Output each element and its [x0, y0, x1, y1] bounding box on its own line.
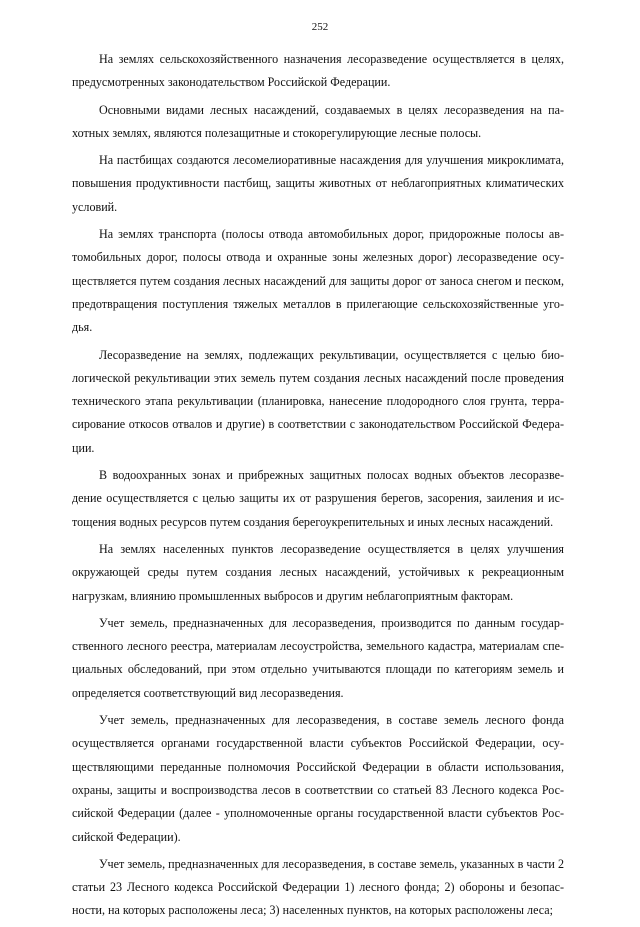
paragraph: Учет земель, предназначенных для лесоразведения, производится по данным государственного лесного реестра, материалам лесоустройства, земельного кадастра, материалам специальных обследований, при этом отдельно учитываются площади по категориям земель и определяется соответствующий вид лесоразведения. [72, 615, 564, 700]
paragraph: На пастбищах создаются лесомелиоративные насаждения для улучшения микроклимата, повышения продуктивности пастбищ, защиты животных от неблагоприятных климатических условий. [72, 153, 564, 214]
paragraph: Основными видами лесных насаждений, создаваемых в целях лесоразведения на пахотных землях, являются полезащитные и стокорегулирующие лесные полосы. [72, 102, 564, 140]
paragraph: Учет земель, предназначенных для лесоразведения, в составе земель, указанных в части 2 статьи 23 Лесного кодекса Российской Федерации 1) лесного фонда; 2) обороны и безопасности, на которых расположены леса; 3) населенных пунктов, на которых расположены леса; [72, 856, 564, 918]
paragraph: Учет земель, предназначенных для лесоразведения, в составе земель лесного фонда осуществляется органами государственной власти субъектов Российской Федерации, осуществляющими переданные полномочия Российской Федерации в области использования, охраны, защиты и воспроизводства лесов в соответствии со статьей 83 Лесного кодекса Российской Федерации (далее - уполномоченные органы государственной власти субъектов Российской Федерации). [72, 713, 564, 844]
paragraph: На землях населенных пунктов лесоразведение осуществляется в целях улучшения окружающей среды путем создания лесных насаждений, устойчивых к рекреационным нагрузкам, влиянию промышленных выбросов и другим неблагоприятным факторам. [72, 541, 564, 603]
paragraph: На землях сельскохозяйственного назначения лесоразведение осуществляется в целях, предусмотренных законодательством Российской Федерации. [72, 52, 564, 90]
paragraph: На землях транспорта (полосы отвода автомобильных дорог, придорожные полосы автомобильных дорог, полосы отвода и охранные зоны железных дорог) лесоразведение осуществляется путем создания лесных насаждений для защиты дорог от заноса снегом и песком, предотвращения поступления тяжелых металлов в прилегающие сельскохозяйственные угодья. [72, 227, 564, 335]
paragraph: Лесоразведение на землях, подлежащих рекультивации, осуществляется с целью биологической рекультивации этих земель путем создания лесных насаждений после проведения технического этапа рекультивации (планировка, нанесение плодородного слоя грунта, террасирование откосов отвалов и другие) в соответствии с законодательством Российской Федерации. [72, 347, 564, 455]
document-body [72, 48, 564, 927]
page-number: 252 [311, 21, 329, 33]
paragraph: В водоохранных зонах и прибрежных защитных полосах водных объектов лесоразведение осуществляется с целью защиты их от разрушения берегов, засорения, заиления и истощения водных ресурсов путем создания берегоукрепительных и иных лесных насаждений. [72, 468, 564, 529]
